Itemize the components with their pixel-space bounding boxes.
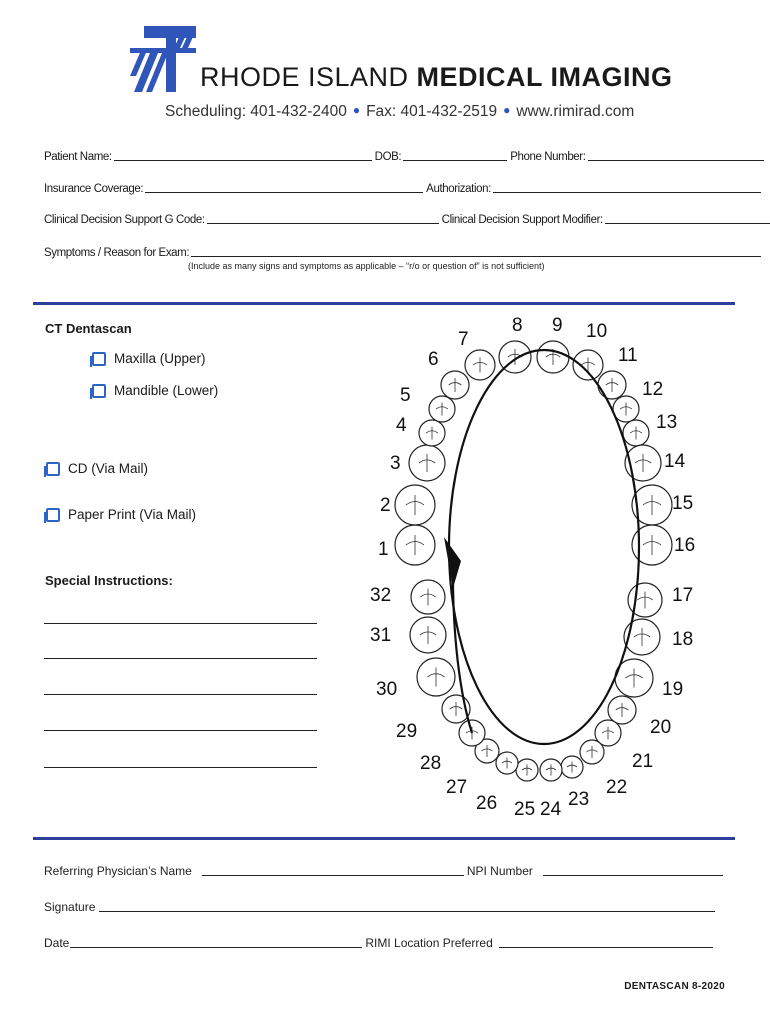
tooth-number-label: 22	[606, 777, 628, 798]
maxilla-option[interactable]	[92, 351, 206, 366]
cds-modifier-label: Clinical Decision Support Modifier:	[441, 214, 603, 226]
mandible-option[interactable]	[92, 383, 218, 398]
authorization-field[interactable]	[493, 181, 761, 193]
tooth-number-label: 13	[656, 412, 678, 433]
tooth-number-label: 11	[618, 345, 638, 366]
symptoms-hint: (Include as many signs and symptoms as applicable – “r/o or question of” is not sufficient)	[188, 261, 545, 271]
signature-field[interactable]	[99, 900, 715, 912]
instructions-line[interactable]	[44, 694, 317, 695]
cds-row	[44, 212, 770, 226]
instructions-line[interactable]	[44, 767, 317, 768]
dental-chart	[360, 305, 730, 825]
fax-number: Fax: 401-432-2519	[366, 103, 498, 120]
tooth-number-label: 25	[514, 799, 536, 820]
symptoms-row	[44, 245, 764, 259]
cds-g-code-field[interactable]	[207, 212, 439, 224]
tooth-number-label: 26	[476, 793, 498, 814]
physician-row	[44, 864, 726, 878]
date-label: Date	[44, 936, 70, 950]
arrow-head-icon	[444, 537, 461, 588]
location-label: RIMI Location Preferred	[365, 936, 493, 950]
date-field[interactable]	[70, 936, 362, 948]
phone-field[interactable]	[588, 149, 764, 161]
patient-name-label: Patient Name:	[44, 151, 112, 163]
contact-line: Scheduling: 401-432-2400 ● Fax: 401-432-2519 ● www.rimirad.com	[165, 103, 635, 120]
npi-field[interactable]	[543, 864, 723, 876]
dob-field[interactable]	[403, 149, 507, 161]
tooth-labels	[370, 315, 695, 820]
special-instructions-title: Special Instructions:	[45, 573, 173, 588]
cd-checkbox[interactable]	[46, 462, 60, 476]
location-field[interactable]	[499, 936, 713, 948]
paper-print-checkbox[interactable]	[46, 508, 60, 522]
tooth-number-label: 23	[568, 789, 590, 810]
tooth-number-label: 5	[400, 385, 411, 406]
rimi-logo-icon	[130, 26, 196, 92]
tooth-number-label: 16	[674, 535, 696, 556]
tooth-number-label: 19	[662, 679, 684, 700]
insurance-label: Insurance Coverage:	[44, 183, 144, 195]
date-row	[44, 936, 716, 950]
physician-field[interactable]	[202, 864, 464, 876]
website-link[interactable]: www.rimirad.com	[516, 103, 635, 120]
tooth-number-label: 3	[390, 453, 401, 474]
npi-label: NPI Number	[466, 864, 533, 878]
signature-row	[44, 900, 718, 914]
tooth-number-label: 8	[512, 315, 523, 336]
tooth-number-label: 1	[378, 539, 389, 560]
tooth-number-label: 2	[380, 495, 391, 516]
tooth-number-label: 7	[458, 329, 469, 350]
dob-label: DOB:	[374, 151, 402, 163]
section-divider	[33, 837, 735, 840]
tooth-number-label: 29	[396, 721, 418, 742]
paper-print-option[interactable]	[46, 507, 196, 522]
tooth-number-label: 21	[632, 751, 654, 772]
paper-print-label: Paper Print (Via Mail)	[68, 507, 197, 522]
tooth-number-label: 18	[672, 629, 694, 650]
scheduling-phone: Scheduling: 401-432-2400	[165, 103, 347, 120]
maxilla-checkbox[interactable]	[92, 352, 106, 366]
cds-g-code-label: Clinical Decision Support G Code:	[44, 214, 205, 226]
physician-label: Referring Physician’s Name	[44, 864, 192, 878]
tooth-number-label: 30	[376, 679, 398, 700]
form-code: DENTASCAN 8-2020	[624, 981, 725, 992]
arch-ellipse	[449, 350, 639, 744]
authorization-label: Authorization:	[426, 183, 491, 195]
phone-label: Phone Number:	[510, 151, 586, 163]
patient-name-field[interactable]	[114, 149, 372, 161]
tooth-number-label: 15	[672, 493, 694, 514]
tooth-number-label: 20	[650, 717, 672, 738]
tooth-number-label: 17	[672, 585, 694, 606]
symptoms-field[interactable]	[191, 245, 761, 257]
tooth-number-label: 27	[446, 777, 468, 798]
symptoms-label: Symptoms / Reason for Exam:	[44, 247, 190, 259]
tooth-number-label: 32	[370, 585, 392, 606]
tooth-number-label: 28	[420, 753, 442, 774]
tooth-number-label: 4	[396, 415, 407, 436]
instructions-line[interactable]	[44, 730, 317, 731]
signature-label: Signature	[44, 900, 96, 914]
instructions-line[interactable]	[44, 623, 317, 624]
insurance-field[interactable]	[145, 181, 423, 193]
cd-option[interactable]	[46, 461, 148, 476]
tooth-number-label: 9	[552, 315, 563, 336]
mandible-checkbox[interactable]	[92, 384, 106, 398]
cds-modifier-field[interactable]	[605, 212, 770, 224]
maxilla-label: Maxilla (Upper)	[114, 351, 206, 366]
exam-title: CT Dentascan	[45, 321, 132, 336]
tooth-outlines	[395, 341, 672, 781]
tooth-number-label: 6	[428, 349, 439, 370]
patient-info-row	[44, 149, 767, 163]
mandible-label: Mandible (Lower)	[114, 383, 219, 398]
brand-name: RHODE ISLAND MEDICAL IMAGING	[200, 62, 673, 92]
cd-label: CD (Via Mail)	[68, 461, 149, 476]
tooth-number-label: 10	[586, 321, 608, 342]
instructions-line[interactable]	[44, 658, 317, 659]
tooth-number-label: 24	[540, 799, 562, 820]
tooth-number-label: 12	[642, 379, 664, 400]
tooth-number-label: 14	[664, 451, 686, 472]
tooth-number-label: 31	[370, 625, 392, 646]
insurance-row	[44, 181, 764, 195]
